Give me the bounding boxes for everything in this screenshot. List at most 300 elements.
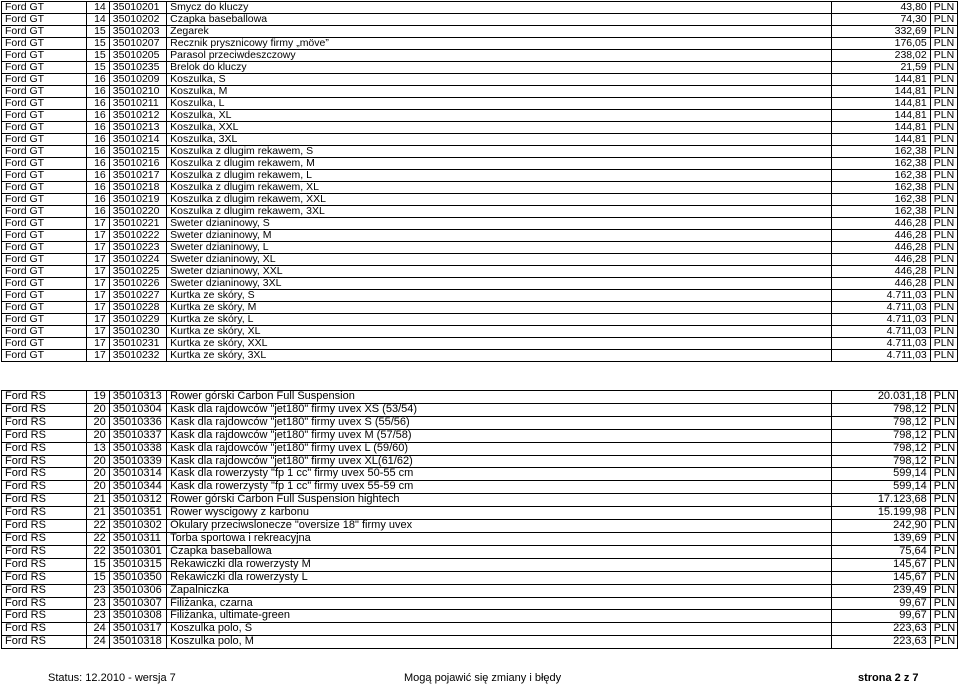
- table-row: [2, 158, 958, 170]
- model-cell: Ford GT: [2, 266, 87, 278]
- price-cell: 99,67: [832, 610, 931, 623]
- table-row: [2, 636, 958, 649]
- page-cell: 17: [86, 290, 109, 302]
- product-name-cell: Kask dla rowerzysty "fp 1 cc" firmy uvex 50-55 cm: [167, 468, 832, 481]
- model-cell: Ford GT: [2, 218, 87, 230]
- article-code-cell: 35010350: [109, 571, 166, 584]
- model-cell: Ford GT: [2, 98, 87, 110]
- model-cell: Ford GT: [2, 2, 87, 14]
- price-cell: 4.711,03: [832, 326, 931, 338]
- product-name-cell: Kurtka ze skóry, S: [167, 290, 832, 302]
- price-cell: 99,67: [832, 597, 931, 610]
- currency-cell: PLN: [930, 2, 957, 14]
- product-name-cell: Brelok do kluczy: [167, 62, 832, 74]
- table-row: [2, 290, 958, 302]
- model-cell: Ford GT: [2, 74, 87, 86]
- page-cell: 16: [86, 110, 109, 122]
- page-cell: 16: [86, 170, 109, 182]
- model-cell: Ford GT: [2, 326, 87, 338]
- page-cell: 23: [86, 610, 109, 623]
- article-code-cell: 35010205: [109, 50, 166, 62]
- footer-page-number: strona 2 z 7: [858, 672, 919, 684]
- article-code-cell: 35010317: [109, 623, 166, 636]
- article-code-cell: 35010351: [109, 507, 166, 520]
- table-row: [2, 350, 958, 362]
- currency-cell: PLN: [930, 455, 957, 468]
- article-code-cell: 35010215: [109, 146, 166, 158]
- model-cell: Ford GT: [2, 230, 87, 242]
- table-row: [2, 391, 958, 404]
- page-cell: 22: [86, 532, 109, 545]
- page-cell: 16: [86, 182, 109, 194]
- table-row: [2, 146, 958, 158]
- price-cell: 223,63: [832, 636, 931, 649]
- page-cell: 20: [86, 403, 109, 416]
- price-cell: 75,64: [832, 545, 931, 558]
- price-cell: 798,12: [832, 416, 931, 429]
- page-cell: 16: [86, 86, 109, 98]
- page-cell: 23: [86, 584, 109, 597]
- price-cell: 162,38: [832, 158, 931, 170]
- page-cell: 14: [86, 14, 109, 26]
- product-name-cell: Koszulka, L: [167, 98, 832, 110]
- table-row: [2, 278, 958, 290]
- price-cell: 144,81: [832, 134, 931, 146]
- article-code-cell: 35010302: [109, 520, 166, 533]
- product-name-cell: Sweter dzianinowy, M: [167, 230, 832, 242]
- product-name-cell: Kurtka ze skóry, 3XL: [167, 350, 832, 362]
- page-cell: 20: [86, 468, 109, 481]
- model-cell: Ford GT: [2, 194, 87, 206]
- currency-cell: PLN: [930, 98, 957, 110]
- price-cell: 446,28: [832, 278, 931, 290]
- price-cell: 17.123,68: [832, 494, 931, 507]
- product-name-cell: Zapalniczka: [167, 584, 832, 597]
- model-cell: Ford GT: [2, 242, 87, 254]
- product-name-cell: Sweter dzianinowy, S: [167, 218, 832, 230]
- article-code-cell: 35010226: [109, 278, 166, 290]
- currency-cell: PLN: [930, 494, 957, 507]
- model-cell: Ford RS: [2, 494, 87, 507]
- price-cell: 176,05: [832, 38, 931, 50]
- product-name-cell: Filiżanka, ultimate-green: [167, 610, 832, 623]
- table-row: [2, 230, 958, 242]
- currency-cell: PLN: [930, 520, 957, 533]
- currency-cell: PLN: [930, 182, 957, 194]
- model-cell: Ford RS: [2, 571, 87, 584]
- article-code-cell: 35010318: [109, 636, 166, 649]
- page-cell: 16: [86, 98, 109, 110]
- product-name-cell: Zegarek: [167, 26, 832, 38]
- table-row: [2, 494, 958, 507]
- table-row: [2, 134, 958, 146]
- currency-cell: PLN: [930, 507, 957, 520]
- price-cell: 446,28: [832, 230, 931, 242]
- product-name-cell: Smycz do kluczy: [167, 2, 832, 14]
- model-cell: Ford RS: [2, 610, 87, 623]
- article-code-cell: 35010212: [109, 110, 166, 122]
- model-cell: Ford GT: [2, 110, 87, 122]
- article-code-cell: 35010230: [109, 326, 166, 338]
- article-code-cell: 35010213: [109, 122, 166, 134]
- model-cell: Ford RS: [2, 455, 87, 468]
- model-cell: Ford GT: [2, 134, 87, 146]
- price-cell: 4.711,03: [832, 290, 931, 302]
- page-cell: 17: [86, 314, 109, 326]
- currency-cell: PLN: [930, 532, 957, 545]
- currency-cell: PLN: [930, 74, 957, 86]
- product-name-cell: Kask dla rajdowców "jet180" firmy uvex S (55/56): [167, 416, 832, 429]
- model-cell: Ford GT: [2, 182, 87, 194]
- model-cell: Ford RS: [2, 442, 87, 455]
- article-code-cell: 35010308: [109, 610, 166, 623]
- page-cell: 20: [86, 429, 109, 442]
- article-code-cell: 35010344: [109, 481, 166, 494]
- table-row: [2, 86, 958, 98]
- table-row: [2, 38, 958, 50]
- page-cell: 17: [86, 338, 109, 350]
- model-cell: Ford RS: [2, 416, 87, 429]
- product-name-cell: Czapka baseballowa: [167, 545, 832, 558]
- currency-cell: PLN: [930, 14, 957, 26]
- article-code-cell: 35010301: [109, 545, 166, 558]
- product-name-cell: Czapka baseballowa: [167, 14, 832, 26]
- currency-cell: PLN: [930, 326, 957, 338]
- currency-cell: PLN: [930, 194, 957, 206]
- price-cell: 223,63: [832, 623, 931, 636]
- article-code-cell: 35010336: [109, 416, 166, 429]
- product-name-cell: Kask dla rajdowców "jet180" firmy uvex XS (53/54): [167, 403, 832, 416]
- currency-cell: PLN: [930, 50, 957, 62]
- currency-cell: PLN: [930, 302, 957, 314]
- page-cell: 16: [86, 74, 109, 86]
- currency-cell: PLN: [930, 391, 957, 404]
- table-row: [2, 50, 958, 62]
- page-cell: 15: [86, 26, 109, 38]
- product-name-cell: Recznik prysznicowy firmy „möve”: [167, 38, 832, 50]
- page-cell: 21: [86, 494, 109, 507]
- product-name-cell: Koszulka, XXL: [167, 122, 832, 134]
- article-code-cell: 35010313: [109, 391, 166, 404]
- article-code-cell: 35010203: [109, 26, 166, 38]
- currency-cell: PLN: [930, 254, 957, 266]
- page-cell: 17: [86, 242, 109, 254]
- page-cell: 17: [86, 254, 109, 266]
- page-cell: 14: [86, 2, 109, 14]
- model-cell: Ford GT: [2, 170, 87, 182]
- price-cell: 446,28: [832, 254, 931, 266]
- article-code-cell: 35010231: [109, 338, 166, 350]
- model-cell: Ford RS: [2, 558, 87, 571]
- product-name-cell: Koszulka z dlugim rekawem, S: [167, 146, 832, 158]
- currency-cell: PLN: [930, 230, 957, 242]
- price-cell: 144,81: [832, 74, 931, 86]
- currency-cell: PLN: [930, 623, 957, 636]
- table-row: [2, 26, 958, 38]
- currency-cell: PLN: [930, 170, 957, 182]
- table-row: [2, 597, 958, 610]
- product-name-cell: Koszulka polo, M: [167, 636, 832, 649]
- price-cell: 599,14: [832, 481, 931, 494]
- table-row: [2, 254, 958, 266]
- page-cell: 15: [86, 571, 109, 584]
- product-name-cell: Rower górski Carbon Full Suspension: [167, 391, 832, 404]
- page-cell: 16: [86, 146, 109, 158]
- product-name-cell: Sweter dzianinowy, L: [167, 242, 832, 254]
- ford-rs-rows: [2, 391, 958, 649]
- table-row: [2, 442, 958, 455]
- table-row: [2, 194, 958, 206]
- product-name-cell: Filiżanka, czarna: [167, 597, 832, 610]
- table-row: [2, 338, 958, 350]
- article-code-cell: 35010232: [109, 350, 166, 362]
- price-cell: 74,30: [832, 14, 931, 26]
- currency-cell: PLN: [930, 481, 957, 494]
- table-row: [2, 584, 958, 597]
- model-cell: Ford GT: [2, 158, 87, 170]
- article-code-cell: 35010220: [109, 206, 166, 218]
- model-cell: Ford RS: [2, 545, 87, 558]
- table-row: [2, 242, 958, 254]
- currency-cell: PLN: [930, 545, 957, 558]
- model-cell: Ford RS: [2, 403, 87, 416]
- model-cell: Ford GT: [2, 122, 87, 134]
- article-code-cell: 35010225: [109, 266, 166, 278]
- product-name-cell: Koszulka z dlugim rekawem, XL: [167, 182, 832, 194]
- price-cell: 798,12: [832, 442, 931, 455]
- table-row: [2, 403, 958, 416]
- article-code-cell: 35010304: [109, 403, 166, 416]
- article-code-cell: 35010219: [109, 194, 166, 206]
- page-cell: 15: [86, 38, 109, 50]
- currency-cell: PLN: [930, 314, 957, 326]
- currency-cell: PLN: [930, 350, 957, 362]
- model-cell: Ford RS: [2, 507, 87, 520]
- table-row: [2, 558, 958, 571]
- product-name-cell: Koszulka, S: [167, 74, 832, 86]
- model-cell: Ford RS: [2, 623, 87, 636]
- page-cell: 24: [86, 623, 109, 636]
- article-code-cell: 35010201: [109, 2, 166, 14]
- table-row: [2, 571, 958, 584]
- table-row: [2, 2, 958, 14]
- currency-cell: PLN: [930, 242, 957, 254]
- price-cell: 145,67: [832, 571, 931, 584]
- page-cell: 21: [86, 507, 109, 520]
- product-name-cell: Koszulka polo, S: [167, 623, 832, 636]
- page-cell: 16: [86, 158, 109, 170]
- currency-cell: PLN: [930, 610, 957, 623]
- table-row: [2, 623, 958, 636]
- price-cell: 20.031,18: [832, 391, 931, 404]
- page-cell: 17: [86, 230, 109, 242]
- price-cell: 446,28: [832, 218, 931, 230]
- page-cell: 17: [86, 302, 109, 314]
- product-name-cell: Koszulka z dlugim rekawem, L: [167, 170, 832, 182]
- ford-rs-price-table: [1, 390, 958, 649]
- model-cell: Ford GT: [2, 62, 87, 74]
- model-cell: Ford GT: [2, 206, 87, 218]
- currency-cell: PLN: [930, 206, 957, 218]
- article-code-cell: 35010223: [109, 242, 166, 254]
- product-name-cell: Rekawiczki dla rowerzysty L: [167, 571, 832, 584]
- table-row: [2, 98, 958, 110]
- product-name-cell: Kask dla rajdowców "jet180" firmy uvex XL(61/62): [167, 455, 832, 468]
- price-cell: 162,38: [832, 170, 931, 182]
- product-name-cell: Sweter dzianinowy, 3XL: [167, 278, 832, 290]
- table-row: [2, 266, 958, 278]
- model-cell: Ford GT: [2, 338, 87, 350]
- price-cell: 162,38: [832, 194, 931, 206]
- product-name-cell: Kurtka ze skóry, L: [167, 314, 832, 326]
- product-name-cell: Koszulka z dlugim rekawem, M: [167, 158, 832, 170]
- currency-cell: PLN: [930, 110, 957, 122]
- currency-cell: PLN: [930, 468, 957, 481]
- table-row: [2, 170, 958, 182]
- product-name-cell: Kurtka ze skóry, XL: [167, 326, 832, 338]
- model-cell: Ford GT: [2, 14, 87, 26]
- page-cell: 16: [86, 206, 109, 218]
- product-name-cell: Kurtka ze skóry, XXL: [167, 338, 832, 350]
- product-name-cell: Sweter dzianinowy, XXL: [167, 266, 832, 278]
- product-name-cell: Koszulka, XL: [167, 110, 832, 122]
- table-row: [2, 545, 958, 558]
- page-cell: 20: [86, 481, 109, 494]
- table-row: [2, 455, 958, 468]
- footer-notice: Mogą pojawić się zmiany i błędy: [404, 672, 562, 684]
- table-row: [2, 62, 958, 74]
- table-row: [2, 520, 958, 533]
- table-row: [2, 416, 958, 429]
- product-name-cell: Kask dla rowerzysty "fp 1 cc" firmy uvex 55-59 cm: [167, 481, 832, 494]
- currency-cell: PLN: [930, 122, 957, 134]
- model-cell: Ford GT: [2, 350, 87, 362]
- price-cell: 446,28: [832, 242, 931, 254]
- table-row: [2, 302, 958, 314]
- product-name-cell: Koszulka z dlugim rekawem, XXL: [167, 194, 832, 206]
- currency-cell: PLN: [930, 38, 957, 50]
- table-row: [2, 122, 958, 134]
- model-cell: Ford RS: [2, 597, 87, 610]
- page-cell: 17: [86, 350, 109, 362]
- article-code-cell: 35010222: [109, 230, 166, 242]
- product-name-cell: Koszulka, 3XL: [167, 134, 832, 146]
- article-code-cell: 35010218: [109, 182, 166, 194]
- price-cell: 332,69: [832, 26, 931, 38]
- price-cell: 139,69: [832, 532, 931, 545]
- table-row: [2, 610, 958, 623]
- product-name-cell: Rower wyscigowy z karbonu: [167, 507, 832, 520]
- price-cell: 144,81: [832, 122, 931, 134]
- price-cell: 162,38: [832, 182, 931, 194]
- price-cell: 21,59: [832, 62, 931, 74]
- currency-cell: PLN: [930, 266, 957, 278]
- currency-cell: PLN: [930, 584, 957, 597]
- model-cell: Ford GT: [2, 278, 87, 290]
- model-cell: Ford RS: [2, 468, 87, 481]
- page-cell: 20: [86, 455, 109, 468]
- article-code-cell: 35010202: [109, 14, 166, 26]
- price-cell: 599,14: [832, 468, 931, 481]
- article-code-cell: 35010339: [109, 455, 166, 468]
- article-code-cell: 35010221: [109, 218, 166, 230]
- table-row: [2, 110, 958, 122]
- article-code-cell: 35010217: [109, 170, 166, 182]
- currency-cell: PLN: [930, 558, 957, 571]
- article-code-cell: 35010229: [109, 314, 166, 326]
- ford-gt-rows: [2, 2, 958, 362]
- currency-cell: PLN: [930, 597, 957, 610]
- price-cell: 798,12: [832, 403, 931, 416]
- currency-cell: PLN: [930, 134, 957, 146]
- table-row: [2, 468, 958, 481]
- price-cell: 238,02: [832, 50, 931, 62]
- product-name-cell: Rekawiczki dla rowerzysty M: [167, 558, 832, 571]
- table-row: [2, 532, 958, 545]
- article-code-cell: 35010337: [109, 429, 166, 442]
- currency-cell: PLN: [930, 442, 957, 455]
- product-name-cell: Okulary przeciwslonecze "oversize 18" firmy uvex: [167, 520, 832, 533]
- article-code-cell: 35010235: [109, 62, 166, 74]
- model-cell: Ford GT: [2, 26, 87, 38]
- price-cell: 144,81: [832, 86, 931, 98]
- model-cell: Ford RS: [2, 520, 87, 533]
- page-cell: 15: [86, 558, 109, 571]
- article-code-cell: 35010315: [109, 558, 166, 571]
- article-code-cell: 35010210: [109, 86, 166, 98]
- price-cell: 144,81: [832, 110, 931, 122]
- table-row: [2, 326, 958, 338]
- article-code-cell: 35010314: [109, 468, 166, 481]
- product-name-cell: Kask dla rajdowców "jet180" firmy uvex M (57/58): [167, 429, 832, 442]
- model-cell: Ford RS: [2, 636, 87, 649]
- page-cell: 17: [86, 218, 109, 230]
- page-cell: 20: [86, 416, 109, 429]
- page-cell: 16: [86, 194, 109, 206]
- model-cell: Ford GT: [2, 38, 87, 50]
- article-code-cell: 35010216: [109, 158, 166, 170]
- article-code-cell: 35010307: [109, 597, 166, 610]
- currency-cell: PLN: [930, 403, 957, 416]
- model-cell: Ford GT: [2, 50, 87, 62]
- currency-cell: PLN: [930, 416, 957, 429]
- page-cell: 22: [86, 520, 109, 533]
- table-row: [2, 74, 958, 86]
- currency-cell: PLN: [930, 429, 957, 442]
- article-code-cell: 35010209: [109, 74, 166, 86]
- page-cell: 22: [86, 545, 109, 558]
- article-code-cell: 35010306: [109, 584, 166, 597]
- price-cell: 144,81: [832, 98, 931, 110]
- product-name-cell: Koszulka, M: [167, 86, 832, 98]
- currency-cell: PLN: [930, 146, 957, 158]
- article-code-cell: 35010228: [109, 302, 166, 314]
- model-cell: Ford GT: [2, 290, 87, 302]
- product-name-cell: Koszulka z dlugim rekawem, 3XL: [167, 206, 832, 218]
- product-name-cell: Sweter dzianinowy, XL: [167, 254, 832, 266]
- currency-cell: PLN: [930, 571, 957, 584]
- article-code-cell: 35010211: [109, 98, 166, 110]
- price-cell: 242,90: [832, 520, 931, 533]
- product-name-cell: Kask dla rajdowców "jet180" firmy uvex L (59/60): [167, 442, 832, 455]
- table-row: [2, 314, 958, 326]
- page-cell: 15: [86, 62, 109, 74]
- model-cell: Ford GT: [2, 146, 87, 158]
- page-footer: [0, 672, 960, 686]
- footer-status: Status: 12.2010 - wersja 7: [48, 672, 176, 684]
- currency-cell: PLN: [930, 62, 957, 74]
- model-cell: Ford GT: [2, 254, 87, 266]
